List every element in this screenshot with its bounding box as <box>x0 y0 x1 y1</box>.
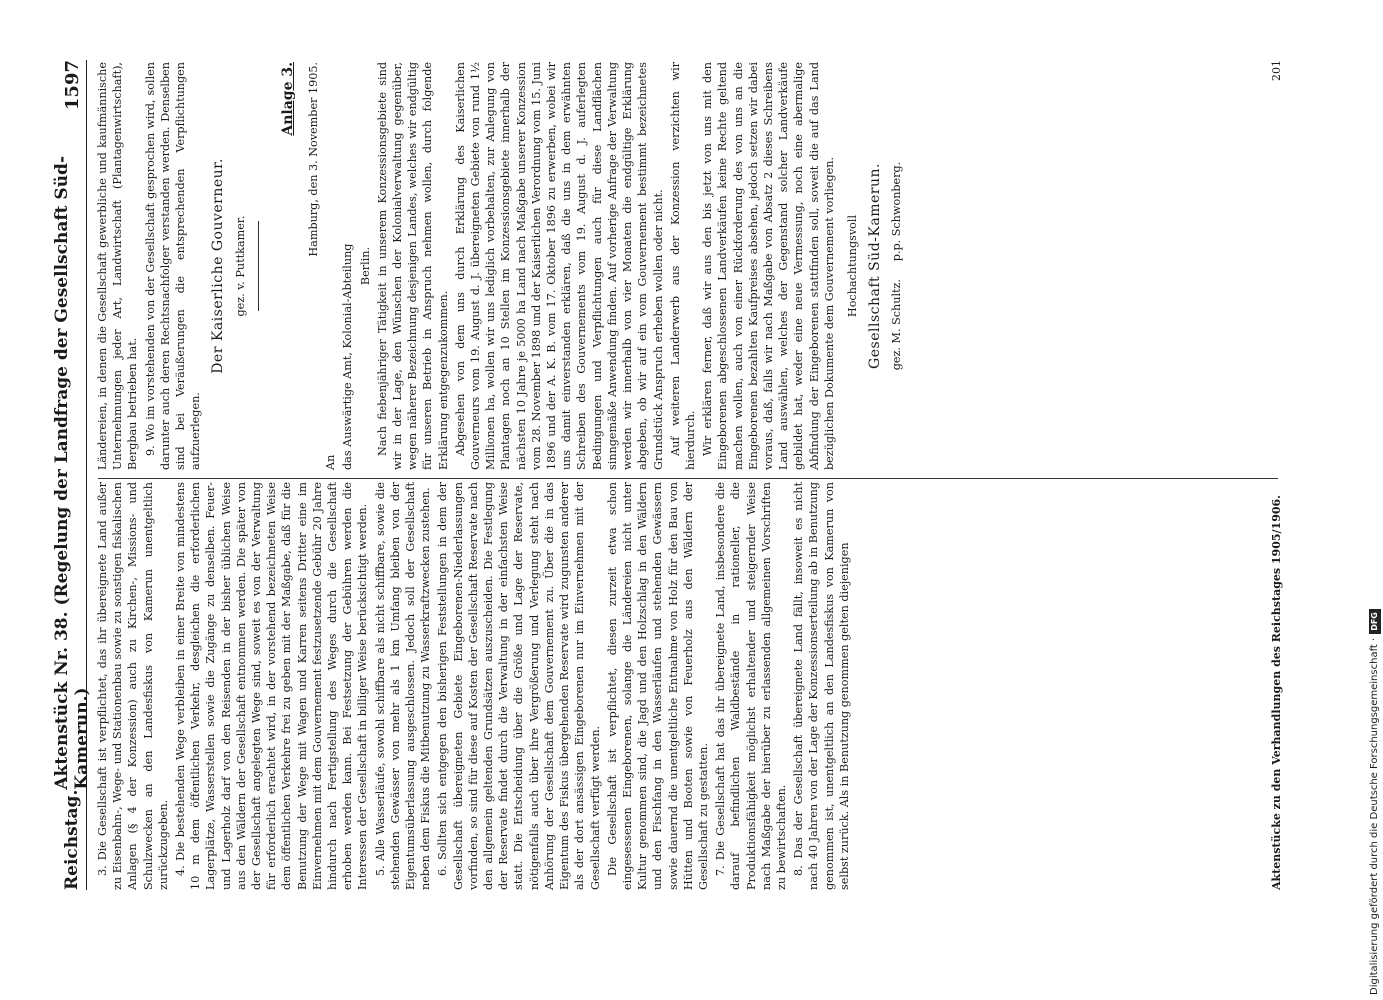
paragraph: 6. Sollten sich entgegen den bisherigen Feststellungen in dem der Gesellschaft übereigneten Gebiete Eingeborenen-Niederlassungen vorfinden, so sind für diese auf Kosten der Gesellschaft Reservate nach den allgemein geltenden Grundsätzen auszuscheiden. Die Festlegung der Reservate findet durch die Verwaltung in der einfachsten Weise statt. Die Entscheidung über die Größe und Lage der Reservate, nötigenfalls auch über ihre Vergrößerung und Verlegung steht nach Anhörung der Gesellschaft dem Gouvernement zu. Über die in das Eigentum des Fiskus übergehenden Reservate wird zugunsten anderer als der dort ansässigen Eingeborenen nur im Einvernehmen mit der Gesellschaft verfügt werden. <box>436 482 602 890</box>
rotated-page <box>0 50 1300 910</box>
closing: Hochachtungsvoll <box>845 214 859 318</box>
paragraph: Wir erklären ferner, daß wir aus den bis jetzt von uns mit den Eingeborenen abgeschlossenen Landverkäufen keine Rechte geltend machen wollen, auch von einer Rückforderung des von uns an die Eingeborenen bezahlten Kaufpreises absehen, jedoch setzen wir dabei voraus, daß, falls wir nach Maßgabe von Absatz 2 dieses Schreibens Land auswählen, welches der Gegenstand solcher Landverkäufe gebildet hat, weder eine neue Vermessung, noch eine abermalige Abfindung der Eingeborenen stattfinden soll, soweit die auf das Land bezüglichen Dokumente dem Gouvernement vorliegen. <box>701 62 836 470</box>
paragraph: 3. Die Gesellschaft ist verpflichtet, das ihr übereignete Land außer zu Eisenbahn-, Wege- und Stationenbau sowie zu sonstigen fiskalischen Anlagen (§ 4 der Konzession) auch zu Kirchen-, Missions- und Schulzwecken an den Landesfiskus von Kamerun unentgeltlich zurückzugeben. <box>96 482 170 890</box>
address-line: Berlin. <box>358 246 372 286</box>
company-name: Gesellschaft Süd-Kamerun. <box>867 163 884 369</box>
paragraph: 7. Die Gesellschaft hat das ihr übereignete Land, insbesondere die darauf befindlichen Waldbestände in rationeller, die Produktionsfähigkeit möglichst erhaltender und steigernder Weise nach Maßgabe der hierüber zu erlassenden allgemeinen Vorschriften zu bewirtschaften. <box>714 482 788 890</box>
signature-name: gez. v. Puttkamer. <box>233 215 247 317</box>
appendix-heading: Anlage 3. <box>279 62 296 136</box>
paragraph: Abgesehen von dem uns durch Erklärung des Kaiserlichen Gouverneurs vom 19. August d. J. übereigneten Gebiete von rund 1½ Millionen ha, wollen wir uns lediglich vorbehalten, zur Anlegung von Plantagen noch an 10 Stellen im Konzessionsgebiete innerhalb der nächsten 10 Jahre je 5000 ha Land nach Maßgabe unserer Konzession vom 28. November 1898 und der Kaiserlichen Verordnung vom 15. Juni 1896 und der A. K. B. vom 17. Oktober 1896 zu erwerben, wobei wir uns damit einverstanden erklären, daß die uns in dem erwähnten Schreiben des Gouvernements vom 19. August d. J. auferlegten Bedingungen und Verpflichtungen auch für diese Landflächen sinngemäße Anwendung finden. Auf vorherige Anfrage der Verwaltung werden wir innerhalb von vier Monaten die endgültige Erklärung abgeben, ob wir auf ein vom Gouvernement bestimmt bezeichnetes Grundstück Anspruch erheben wollen oder nicht. <box>453 62 665 470</box>
digitization-credit <box>1352 0 1382 1000</box>
address-line: das Auswärtige Amt, Kolonial-Abteilung <box>341 243 355 470</box>
paragraph: 9. Wo im vorstehenden von der Gesellschaft gesprochen wird, sollen darunter auch deren Rechtsnachfolger verstanden werden. Denselben sind bei Veräußerungen die entsprechenden Verpflichtungen aufzuerlegen. <box>143 62 203 470</box>
section-rule <box>258 221 259 311</box>
paragraph: 4. Die bestehenden Wege verbleiben in einer Breite von mindestens 10 m dem öffentlichen Verkehr, desgleichen die erforderlichen Lagerplätze, Wasserstellen sowie die Zugänge zu denselben. Feuer- und Lagerholz darf von den Reisenden in der bisher üblichen Weise aus den Wäldern der Gesellschaft entnommen werden. Die später von der Gesellschaft angelegten Wege sind, soweit es von der Verwaltung für erforderlich erachtet wird, in der vorstehend bezeichneten Weise dem öffentlichen Verkehre frei zu geben mit der Maßgabe, daß für die Benutzung der Wege mit Wagen und Karren seitens Dritter eine im Einvernehmen mit dem Gouvernement festzusetzende Gebühr 20 Jahre hindurch nach Fertigstellung des Weges durch die Gesellschaft erhoben werden kann. Bei Festsetzung der Gebühren werden die Interessen der Gesellschaft in billiger Weise berücksichtigt werden. <box>174 482 370 890</box>
address-line: An <box>324 454 338 470</box>
credit-text: Digitalisierung gefördert durch die Deutsche Forschungsgemeinschaft · <box>1369 637 1380 995</box>
paragraph: 5. Alle Wasserläufe, sowohl schiffbare als nicht schiffbare, sowie die stehenden Gewässer von mehr als 1 km Umfang bleiben von der Eigentumsüberlassung ausgeschlossen. Jedoch soll der Gesellschaft neben dem Fiskus die Mitbenutzung zu Wasserkraftzwecken zustehen. <box>373 482 433 890</box>
signers: gez. M. Schultz. p.p. Schwonberg. <box>890 161 904 371</box>
page-number: 1597 <box>61 60 83 111</box>
signature-title: Der Kaiserliche Gouverneur. <box>210 158 227 374</box>
place-date: Hamburg, den 3. November 1905. <box>307 62 321 257</box>
footer-number: 201 <box>1270 60 1283 81</box>
dfg-logo: DFG <box>1369 609 1381 634</box>
footer-title: Aktenstücke zu den Verhandlungen des Reichstages 1905/1906. <box>1270 495 1283 890</box>
credit-text-wrap <box>1360 0 1383 995</box>
column-divider <box>98 478 1278 479</box>
page-footer <box>1270 60 1283 890</box>
page-header <box>52 60 92 890</box>
paragraph: 8. Das der Gesellschaft übereignete Land fällt, insoweit es nicht nach 40 Jahren von der Lage der Konzessionserteilung ab in Benutzung genommen ist, unentgeltlich an den Landesfiskus von Kamerun von selbst zurück. Als in Benutzung genommen gelten diejenigen <box>792 482 851 890</box>
left-column <box>95 482 1285 890</box>
paragraph: Ländereien, in denen die Gesellschaft gewerbliche und kaufmännische Unternehmungen jeder Art, Landwirtschaft (Plantagenwirtschaft), Bergbau betrieben hat. <box>96 62 140 470</box>
right-column <box>95 62 1285 470</box>
paragraph: Nach fiebenjähriger Tätigkeit in unserem Konzessionsgebiete sind wir in der Lage, den Wünschen der Kolonialverwaltung gegenüber, wegen näherer Bezeichnung desjenigen Landes, welches wir endgültig für unseren Betrieb in Anspruch nehmen wollen, durch folgende Erklärung entgegenzukommen. <box>375 62 450 470</box>
paragraph: Auf weiteren Landerwerb aus der Konzession verzichten wir hierdurch. <box>668 62 697 470</box>
header-left: Reichstag. <box>62 789 82 890</box>
paragraph: Die Gesellschaft ist verpflichtet, diesen zurzeit etwa schon eingesessenen Eingeborenen, solange die Ländereien nicht unter Kultur genommen sind, die Jagd und den Holzschlag in den Wäldern und den Fischfang in den Wasserläufen und stehenden Gewässern sowie dauernd die unentgeltliche Entnahme von Holz für den Bau von Hütten und Booten sowie von Feuerholz aus den Wäldern der Gesellschaft zu gestatten. <box>605 482 710 890</box>
header-title: Aktenstück Nr. 38. (Regelung der Landfrage der Gesellschaft Süd-Kamerun.) <box>52 156 92 790</box>
